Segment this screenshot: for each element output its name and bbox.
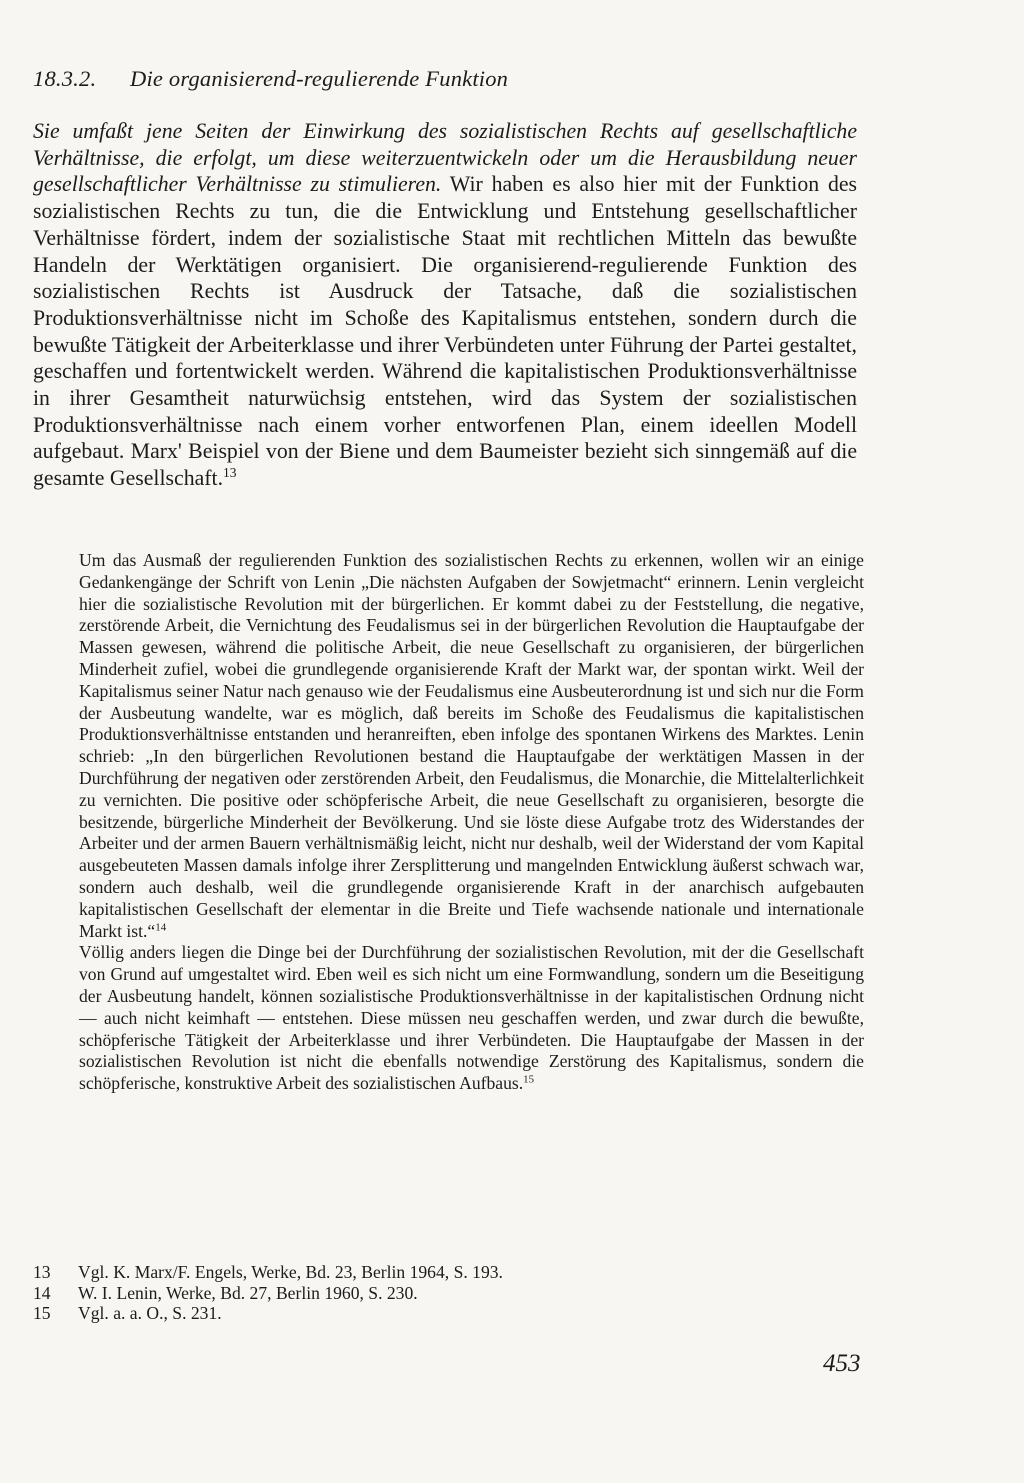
footnote-number: 13 bbox=[33, 1262, 51, 1282]
footnote-ref-13: 13 bbox=[223, 465, 237, 481]
excursus-paragraph-2 bbox=[79, 942, 864, 1095]
footnote-14 bbox=[33, 1283, 503, 1304]
page-number: 453 bbox=[823, 1350, 861, 1377]
indented-excursus bbox=[79, 550, 864, 1095]
section-number: 18.3.2. bbox=[33, 66, 97, 91]
section-heading bbox=[33, 66, 508, 92]
lead-sentence: Sie umfaßt jene Seiten der Einwirkung des sozialistischen Rechts auf gesellschaftliche Verhältnisse, die erfolgt, um diese weiterzuentwickeln oder um die Herausbildung neuer gesellschaftlicher Verhältnisse zu stimulieren. bbox=[33, 119, 857, 197]
footnote-13 bbox=[33, 1262, 503, 1283]
footnotes bbox=[33, 1262, 503, 1324]
main-paragraph bbox=[33, 118, 857, 492]
footnote-number: 14 bbox=[33, 1282, 51, 1303]
footnote-ref-14: 14 bbox=[155, 921, 167, 933]
excursus-paragraph-2-text: Völlig anders liegen die Dinge bei der Durchführung der sozialistischen Revolution, mit der die Gesellschaft von Grund auf umgestaltet wird. Eben weil es sich nicht um eine Formwandlung, sondern um die Beseitigung der Ausbeutung handelt, können sozialistische Produktionsverhältnisse in der kapitalistischen Ordnung nicht — auch nicht keimhaft — entstehen. Diese müssen neu geschaffen werden, und zwar durch die bewußte, schöpferische Tätigkeit der Arbeiterklasse und ihrer Verbündeten. Die Hauptaufgabe der Massen in der sozialistischen Revolution ist nicht die ebenfalls notwendige Zerstörung des Kapitalismus, sondern die schöpferische, konstruktive Arbeit des sozialistischen Aufbaus. bbox=[79, 942, 864, 1094]
footnote-number: 15 bbox=[33, 1303, 51, 1323]
footnote-text: Vgl. K. Marx/F. Engels, Werke, Bd. 23, Berlin 1964, S. 193. bbox=[78, 1262, 503, 1282]
excursus-paragraph-1 bbox=[79, 550, 864, 942]
footnote-15 bbox=[33, 1303, 503, 1324]
section-title: Die organisierend-regulierende Funktion bbox=[130, 66, 509, 91]
main-body-text: Wir haben es also hier mit der Funktion des sozialistischen Rechts zu tun, die die Entwicklung und Entstehung gesellschaftlicher Verhältnisse fördert, indem der sozialistische Staat mit rechtlichen Mitteln das bewußte Handeln der Werktätigen organisiert. Die organisierend-regulierende Funktion des sozialistischen Rechts ist Ausdruck der Tatsache, daß die sozialistischen Produktionsverhältnisse nicht im Schoße des Kapitalismus entstehen, sondern durch die bewußte Tätigkeit der Arbeiterklasse und ihrer Verbündeten unter Führung der Partei gestaltet, geschaffen und fortentwickelt werden. Während die kapitalistischen Produktionsverhältnisse in ihrer Gesamtheit naturwüchsig entstehen, wird das System der sozialistischen Produktionsverhältnisse nach einem vorher entworfenen Plan, einem ideellen Modell aufgebaut. Marx' Beispiel von der Biene und dem Baumeister bezieht sich sinngemäß auf die gesamte Gesellschaft. bbox=[33, 172, 858, 491]
excursus-paragraph-1-text: Um das Ausmaß der regulierenden Funktion des sozialistischen Rechts zu erkennen, wollen wir an einige Gedankengänge der Schrift von Lenin „Die nächsten Aufgaben der Sowjetmacht“ erinnern. Lenin vergleicht hier die sozialistische Revolution mit der bürgerlichen. Er kommt dabei zu der Feststellung, die negative, zerstörende Arbeit, die Vernichtung des Feudalismus sei in der bürgerlichen Revolution die Hauptaufgabe der Massen gewesen, während die politische Arbeit, die neue Gesellschaft zu organisieren, der bürgerlichen Minderheit zufiel, wobei die grundlegende organisierende Kraft der Markt war, der spontan wirkt. Weil der Kapitalismus seiner Natur nach genauso wie der Feudalismus eine Ausbeuterordnung ist und sich nur die Form der Ausbeutung wandelte, war es möglich, daß bereits im Schoße des Feudalismus die kapitalistischen Produktionsverhältnisse entstanden und heranreiften, eben infolge des spontanen Wirkens des Marktes. Lenin schrieb: „In den bürgerlichen Revolutionen bestand die Hauptaufgabe der werktätigen Massen in der Durchführung der negativen oder zerstörenden Arbeit, den Feudalismus, die Monarchie, die Mittelalterlichkeit zu vernichten. Die positive oder schöpferische Arbeit, die neue Gesellschaft zu organisieren, besorgte die besitzende, bürgerliche Minderheit der Bevölkerung. Und sie löste diese Aufgabe trotz des Widerstandes der Arbeiter und der armen Bauern verhältnismäßig leicht, nicht nur deshalb, weil der Widerstand der vom Kapital ausgebeuteten Massen damals infolge ihrer Zersplitterung und mangelnden Entwicklung äußerst schwach war, sondern auch deshalb, weil die grundlegende organisierende Kraft in der anarchisch aufgebauten kapitalistischen Gesellschaft der elementar in die Breite und Tiefe wachsende nationale und internationale Markt ist.“ bbox=[79, 550, 864, 941]
footnote-text: Vgl. a. a. O., S. 231. bbox=[78, 1303, 222, 1323]
footnote-text: W. I. Lenin, Werke, Bd. 27, Berlin 1960, S. 230. bbox=[78, 1282, 418, 1303]
footnote-ref-15: 15 bbox=[523, 1073, 535, 1086]
